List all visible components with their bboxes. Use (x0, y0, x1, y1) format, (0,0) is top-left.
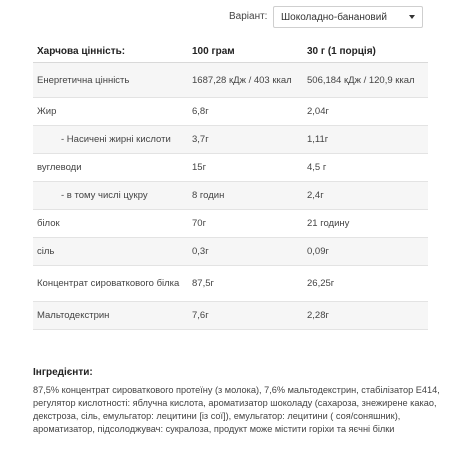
nutrient-per-serving: 26,25г (303, 266, 428, 302)
table-row (33, 210, 428, 238)
nutrient-per100: 87,5г (188, 266, 303, 302)
column-header-nutrient: Харчова цінність: (33, 40, 188, 63)
nutrient-per-serving: 2,4г (303, 182, 428, 210)
nutrient-per100: 6,8г (188, 98, 303, 126)
table-row (33, 126, 428, 154)
nutrient-per-serving: 506,184 кДж / 120,9 ккал (303, 63, 428, 98)
nutrient-per100: 15г (188, 154, 303, 182)
nutrient-name: білок (33, 210, 188, 238)
table-row (33, 98, 428, 126)
nutrient-name: Концентрат сироваткового білка (33, 266, 188, 302)
nutrient-name: вуглеводи (33, 154, 188, 182)
nutrient-per100: 0,3г (188, 238, 303, 266)
ingredients-title: Інгредієнти: (33, 367, 93, 378)
table-row (33, 302, 428, 330)
chevron-down-icon (409, 15, 415, 19)
nutrient-per-serving: 4,5 г (303, 154, 428, 182)
table-header-row (33, 40, 428, 63)
nutrient-name: сіль (33, 238, 188, 266)
table-row (33, 63, 428, 98)
column-header-per-serving: 30 г (1 порція) (303, 40, 428, 63)
nutrient-per100: 1687,28 кДж / 403 ккал (188, 63, 303, 98)
table-row (33, 266, 428, 302)
nutrient-per-serving: 2,04г (303, 98, 428, 126)
nutrient-per100: 70г (188, 210, 303, 238)
variant-selected-value: Шоколадно-банановий (281, 12, 387, 23)
nutrient-per-serving: 1,11г (303, 126, 428, 154)
nutrient-per-serving: 0,09г (303, 238, 428, 266)
ingredients-text: 87,5% концентрат сироваткового протеїну (з молока), 7,6% мальтодекстрин, стабілізатор E414, регулятор кислотності: яблучна кислота, ароматизатор шоколаду (сахароза, знежирене какао, декстроза, сіль, емульгатор: лецитини [із сої]), емульгатор: лецитини ( соя/соняшник), ароматизатор, підсолоджувач: сукралоза, продукт може містити горіхи та яєчні білки (33, 385, 440, 434)
nutrient-per100: 8 годин (188, 182, 303, 210)
nutrient-name: Жир (33, 98, 188, 126)
nutrient-name: Мальтодекстрин (33, 302, 188, 330)
nutrient-name: - в тому числі цукру (33, 182, 188, 210)
table-row (33, 154, 428, 182)
nutrient-name: - Насичені жирні кислоти (33, 126, 188, 154)
variant-select[interactable] (273, 6, 423, 28)
table-row (33, 238, 428, 266)
nutrient-per-serving: 21 годину (303, 210, 428, 238)
variant-label: Варіант: (229, 11, 268, 22)
column-header-per-100g: 100 грам (188, 40, 303, 63)
nutrient-per-serving: 2,28г (303, 302, 428, 330)
nutrient-name: Енергетична цінність (33, 63, 188, 98)
table-row (33, 182, 428, 210)
nutrient-per100: 3,7г (188, 126, 303, 154)
variant-selector-row (0, 6, 461, 30)
nutrient-per100: 7,6г (188, 302, 303, 330)
nutrition-table (33, 40, 428, 330)
